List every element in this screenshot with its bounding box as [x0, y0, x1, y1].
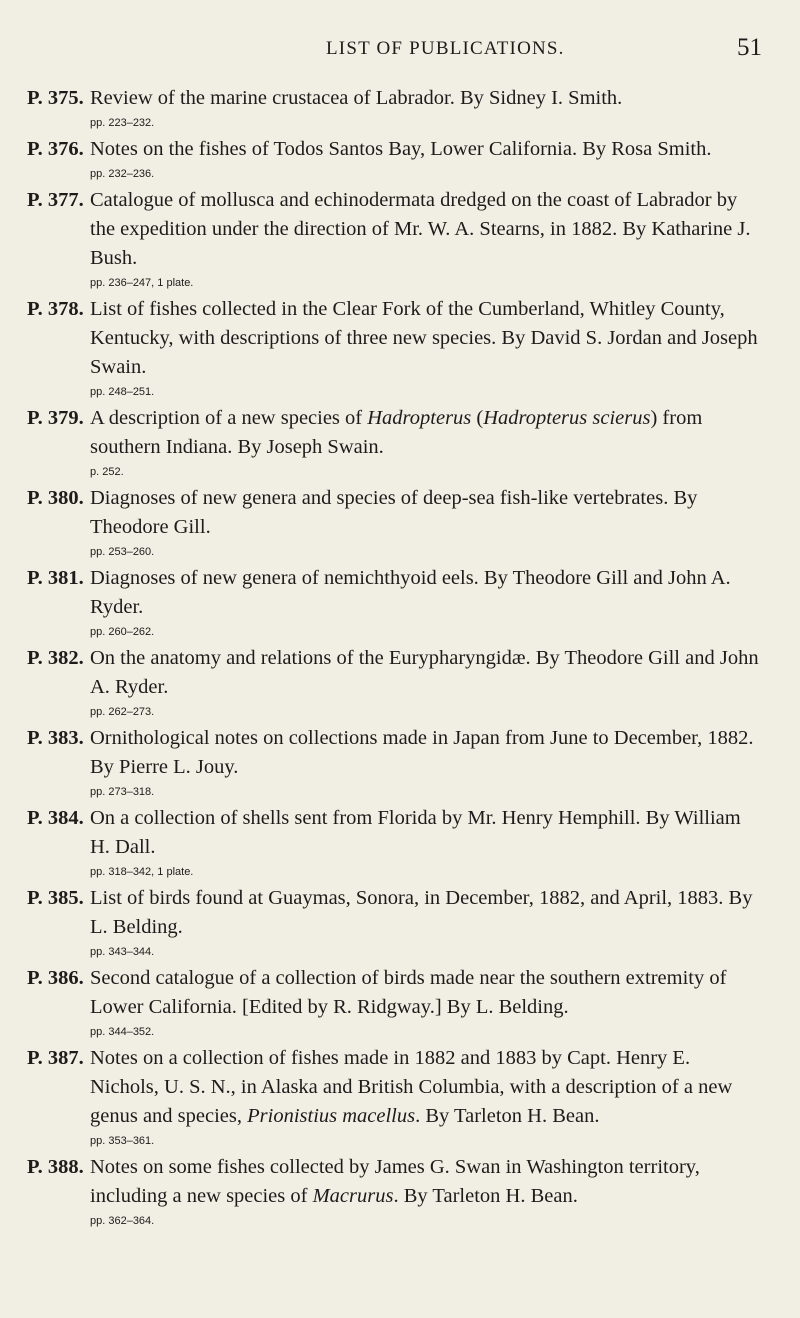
publication-entry [0, 186, 800, 291]
italic-species-name: Hadropterus scierus [483, 407, 651, 429]
publication-pages: pp. 223–232. [90, 117, 155, 129]
publication-title: Notes on the fishes of Todos Santos Bay, Lower California. By Rosa Smith. [90, 138, 712, 160]
publication-entry [0, 1153, 800, 1229]
title-text: ) from southern Indiana. By Joseph Swain. [90, 407, 703, 458]
publication-entry [0, 1044, 800, 1149]
publication-title: List of fishes collected in the Clear Fork of the Cumberland, Whitley County, Kentucky, with descriptions of three new species. By David S. Jordan and Joseph Swain. [90, 298, 758, 378]
publication-pages: pp. 362–364. [90, 1215, 155, 1227]
publication-entry [0, 484, 800, 560]
publication-entry [0, 295, 800, 400]
publication-pages: pp. 260–262. [90, 626, 155, 638]
publication-list [0, 84, 800, 1233]
publication-number: P. 376. [27, 138, 84, 160]
italic-genus-name: Hadropterus [367, 407, 472, 429]
publication-entry [0, 135, 800, 182]
publication-pages: pp. 344–352. [90, 1026, 155, 1038]
publication-number: P. 383. [27, 727, 84, 749]
publication-pages: pp. 232–236. [90, 168, 155, 180]
publication-title: Ornithological notes on collections made in Japan from June to December, 1882. By Pierre L. Jouy. [90, 727, 754, 778]
running-title: LIST OF PUBLICATIONS. [326, 38, 565, 59]
title-text: ( [471, 407, 484, 429]
publication-number: P. 379. [27, 407, 84, 429]
publication-pages: pp. 353–361. [90, 1135, 155, 1147]
publication-title [90, 1153, 762, 1211]
publication-pages: pp. 273–318. [90, 786, 155, 798]
publication-number: P. 386. [27, 967, 84, 989]
publication-title [90, 404, 762, 462]
title-text: Notes on some fishes collected by James G. Swan in Washington territory, including a new species of [90, 1156, 700, 1207]
title-text: . By Tarleton H. Bean. [393, 1185, 578, 1207]
italic-genus-name: Macrurus [312, 1185, 394, 1207]
publication-pages: pp. 343–344. [90, 946, 155, 958]
publication-entry [0, 644, 800, 720]
publication-number: P. 384. [27, 807, 84, 829]
publication-number: P. 385. [27, 887, 84, 909]
publication-pages: pp. 253–260. [90, 546, 155, 558]
publication-number: P. 375. [27, 87, 84, 109]
italic-species-name: Prionistius macellus [247, 1105, 416, 1127]
publication-number: P. 382. [27, 647, 84, 669]
publication-title: Diagnoses of new genera of nemichthyoid eels. By Theodore Gill and John A. Ryder. [90, 567, 731, 618]
page-number: 51 [737, 34, 762, 61]
publication-title: Catalogue of mollusca and echinodermata dredged on the coast of Labrador by the expedition under the direction of Mr. W. A. Stearns, in 1882. By Katharine J. Bush. [90, 189, 751, 269]
title-text: . By Tarleton H. Bean. [415, 1105, 600, 1127]
publication-entry [0, 804, 800, 880]
publication-pages: pp. 236–247, 1 plate. [90, 277, 194, 289]
publication-entry [0, 564, 800, 640]
publication-number: P. 378. [27, 298, 84, 320]
publication-entry [0, 84, 800, 131]
publication-number: P. 380. [27, 487, 84, 509]
publication-pages: p. 252. [90, 466, 124, 478]
publication-number: P. 381. [27, 567, 84, 589]
publication-pages: pp. 248–251. [90, 386, 155, 398]
publication-title [90, 1044, 762, 1131]
title-text: A description of a new species of [90, 407, 368, 429]
publication-title: On a collection of shells sent from Florida by Mr. Henry Hemphill. By William H. Dall. [90, 807, 741, 858]
publication-title: Diagnoses of new genera and species of deep-sea fish-like vertebrates. By Theodore Gill. [90, 487, 698, 538]
publication-title: List of birds found at Guaymas, Sonora, in December, 1882, and April, 1883. By L. Belding. [90, 887, 753, 938]
publication-pages: pp. 262–273. [90, 706, 155, 718]
publication-entry [0, 884, 800, 960]
publication-number: P. 387. [27, 1047, 84, 1069]
publication-title: On the anatomy and relations of the Eurypharyngidæ. By Theodore Gill and John A. Ryder. [90, 647, 759, 698]
publication-entry [0, 724, 800, 800]
publication-number: P. 377. [27, 189, 84, 211]
publication-title: Second catalogue of a collection of birds made near the southern extremity of Lower California. [Edited by R. Ridgway.] By L. Belding. [90, 967, 727, 1018]
publication-entry [0, 404, 800, 480]
title-text: Notes on a collection of fishes made in 1882 and 1883 by Capt. Henry E. Nichols, U. S. N., in Alaska and British Columbia, with a description of a new genus and species, [90, 1047, 733, 1127]
publication-pages: pp. 318–342, 1 plate. [90, 866, 194, 878]
publication-number: P. 388. [27, 1156, 84, 1178]
publication-title: Review of the marine crustacea of Labrador. By Sidney I. Smith. [90, 87, 623, 109]
publication-entry [0, 964, 800, 1040]
page-header [0, 34, 800, 74]
